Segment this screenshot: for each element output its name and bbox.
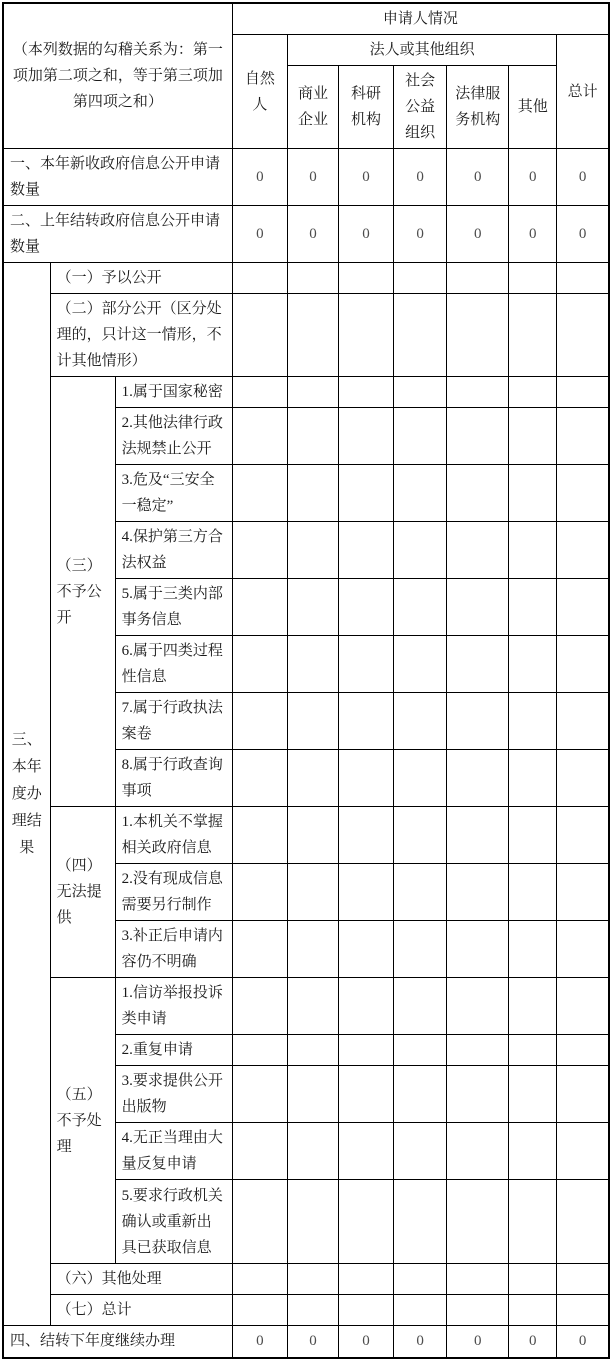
data-cell	[557, 465, 609, 522]
corner-note: （本列数据的勾稽关系为：第一项加第二项之和，等于第三项加第四项之和）	[3, 3, 232, 149]
data-cell	[447, 1066, 509, 1123]
data-cell	[287, 465, 338, 522]
data-cell	[394, 522, 447, 579]
data-cell	[287, 408, 338, 465]
data-cell	[287, 1295, 338, 1326]
data-cell	[339, 1066, 394, 1123]
data-cell: 0	[557, 1326, 609, 1358]
data-cell	[394, 377, 447, 408]
data-cell	[447, 807, 509, 864]
data-cell	[394, 636, 447, 693]
data-cell	[509, 579, 557, 636]
data-cell: 0	[232, 206, 287, 263]
data-cell	[447, 1035, 509, 1066]
data-cell	[232, 579, 287, 636]
group-label-denied	[50, 377, 115, 807]
table-row-other-handling	[3, 1264, 609, 1295]
table-row-carried-over	[3, 206, 609, 263]
data-cell: 0	[557, 206, 609, 263]
data-cell	[287, 921, 338, 978]
applicant-title-cell: 申请人情况	[232, 3, 609, 35]
data-cell	[557, 1180, 609, 1264]
data-cell	[557, 1066, 609, 1123]
data-cell	[447, 579, 509, 636]
data-cell	[232, 408, 287, 465]
data-cell	[447, 522, 509, 579]
data-cell	[557, 1035, 609, 1066]
col-header-other: 其他	[509, 66, 557, 149]
data-cell: 0	[339, 149, 394, 206]
data-cell: 0	[509, 149, 557, 206]
group-label-partial: （二）部分公开（区分处理的，只计这一情形，不计其他情形）	[50, 294, 232, 377]
col-header-total: 总计	[557, 35, 609, 149]
data-cell	[509, 693, 557, 750]
data-cell	[339, 465, 394, 522]
data-cell	[447, 636, 509, 693]
table-row-rejected-item	[3, 978, 609, 1035]
data-cell	[394, 1123, 447, 1180]
data-cell	[557, 978, 609, 1035]
data-cell	[394, 1035, 447, 1066]
col-header-legal-service: 法律服务机构	[447, 66, 509, 149]
data-cell	[287, 522, 338, 579]
data-cell	[339, 377, 394, 408]
data-cell	[232, 294, 287, 377]
table-row-carry-to-next-year	[3, 1326, 609, 1358]
data-cell	[447, 408, 509, 465]
data-cell	[339, 1295, 394, 1326]
data-cell	[394, 693, 447, 750]
data-cell	[509, 1123, 557, 1180]
data-cell: 0	[394, 149, 447, 206]
data-cell	[557, 294, 609, 377]
data-cell	[232, 864, 287, 921]
data-cell	[447, 465, 509, 522]
data-cell	[287, 1035, 338, 1066]
item-label: 1.属于国家秘密	[115, 377, 232, 408]
data-cell: 0	[447, 206, 509, 263]
data-cell: 0	[394, 206, 447, 263]
data-cell	[509, 978, 557, 1035]
data-cell	[447, 1295, 509, 1326]
data-cell	[557, 807, 609, 864]
data-cell	[394, 864, 447, 921]
group-label-unable	[50, 807, 115, 978]
data-cell	[447, 263, 509, 294]
col-header-natural-person: 自然人	[232, 35, 287, 149]
item-label: 2.重复申请	[115, 1035, 232, 1066]
data-cell	[287, 1180, 338, 1264]
data-cell	[509, 465, 557, 522]
data-cell	[557, 750, 609, 807]
data-cell	[287, 1264, 338, 1295]
data-cell	[232, 921, 287, 978]
row-label: 四、结转下年度继续办理	[3, 1326, 232, 1358]
data-cell	[509, 1180, 557, 1264]
item-label: 4.无正当理由大量反复申请	[115, 1123, 232, 1180]
legal-org-title-cell: 法人或其他组织	[287, 35, 556, 66]
data-cell	[232, 693, 287, 750]
data-cell	[509, 294, 557, 377]
item-label: 3.危及“三安全一稳定”	[115, 465, 232, 522]
group-label-other: （六）其他处理	[50, 1264, 232, 1295]
data-cell	[287, 579, 338, 636]
data-cell	[447, 294, 509, 377]
data-cell	[557, 1264, 609, 1295]
data-cell	[557, 693, 609, 750]
table-row-denied-item	[3, 377, 609, 408]
data-cell	[557, 636, 609, 693]
data-cell	[509, 263, 557, 294]
item-label: 5.要求行政机关确认或重新出具已获取信息	[115, 1180, 232, 1264]
col-header-commercial: 商业企业	[287, 66, 338, 149]
data-cell	[287, 1123, 338, 1180]
data-cell	[557, 1295, 609, 1326]
data-cell: 0	[339, 206, 394, 263]
data-cell	[339, 864, 394, 921]
data-cell	[232, 807, 287, 864]
data-cell	[509, 864, 557, 921]
data-cell	[339, 807, 394, 864]
data-cell: 0	[287, 1326, 338, 1358]
data-cell	[509, 921, 557, 978]
data-cell	[287, 294, 338, 377]
data-cell: 0	[394, 1326, 447, 1358]
data-cell	[339, 408, 394, 465]
section3-label-text: 三、本年度办理结果	[11, 731, 42, 856]
data-cell	[509, 408, 557, 465]
data-cell	[232, 750, 287, 807]
data-cell	[287, 978, 338, 1035]
data-cell: 0	[287, 149, 338, 206]
data-cell	[232, 377, 287, 408]
data-cell	[287, 864, 338, 921]
data-cell	[447, 978, 509, 1035]
data-cell	[287, 1066, 338, 1123]
item-label: 1.本机关不掌握相关政府信息	[115, 807, 232, 864]
row-label: 二、上年结转政府信息公开申请数量	[3, 206, 232, 263]
group-label-text: （四）无法提供	[56, 858, 102, 926]
data-cell	[232, 263, 287, 294]
data-cell	[287, 693, 338, 750]
data-cell: 0	[509, 206, 557, 263]
data-cell	[394, 579, 447, 636]
data-cell	[394, 807, 447, 864]
item-label: 6.属于四类过程性信息	[115, 636, 232, 693]
data-cell	[339, 978, 394, 1035]
data-cell	[339, 693, 394, 750]
group-label-granted: （一）予以公开	[50, 263, 232, 294]
data-cell	[509, 750, 557, 807]
data-cell	[509, 1066, 557, 1123]
data-cell	[447, 1123, 509, 1180]
table-row-granted	[3, 263, 609, 294]
data-cell	[394, 750, 447, 807]
item-label: 3.要求提供公开出版物	[115, 1066, 232, 1123]
table-row-subtotal	[3, 1295, 609, 1326]
item-label: 2.没有现成信息需要另行制作	[115, 864, 232, 921]
item-label: 5.属于三类内部事务信息	[115, 579, 232, 636]
data-cell	[394, 408, 447, 465]
data-cell	[232, 636, 287, 693]
data-cell	[509, 636, 557, 693]
data-cell	[339, 1123, 394, 1180]
group-label-text: （五）不予处理	[56, 1086, 102, 1155]
data-cell: 0	[447, 1326, 509, 1358]
data-cell	[232, 1180, 287, 1264]
applications-table	[2, 2, 610, 1359]
data-cell	[394, 921, 447, 978]
data-cell	[394, 1264, 447, 1295]
data-cell	[232, 522, 287, 579]
data-cell	[509, 1035, 557, 1066]
data-cell	[287, 807, 338, 864]
data-cell	[339, 294, 394, 377]
data-cell	[394, 1066, 447, 1123]
group-label-rejected	[50, 978, 115, 1264]
data-cell: 0	[339, 1326, 394, 1358]
data-cell	[447, 921, 509, 978]
data-cell	[509, 1295, 557, 1326]
table-row-unable-item	[3, 807, 609, 864]
data-cell: 0	[509, 1326, 557, 1358]
data-cell	[287, 377, 338, 408]
row-label: 一、本年新收政府信息公开申请数量	[3, 149, 232, 206]
data-cell	[339, 750, 394, 807]
data-cell: 0	[557, 149, 609, 206]
item-label: 1.信访举报投诉类申请	[115, 978, 232, 1035]
data-cell	[509, 1264, 557, 1295]
data-cell	[339, 1180, 394, 1264]
data-cell	[339, 263, 394, 294]
data-cell	[557, 864, 609, 921]
data-cell	[232, 1123, 287, 1180]
data-cell: 0	[287, 206, 338, 263]
data-cell	[232, 978, 287, 1035]
data-cell	[232, 1066, 287, 1123]
data-cell	[287, 263, 338, 294]
item-label: 2.其他法律行政法规禁止公开	[115, 408, 232, 465]
data-cell	[287, 636, 338, 693]
data-cell	[447, 864, 509, 921]
data-cell: 0	[232, 1326, 287, 1358]
data-cell	[509, 807, 557, 864]
data-cell	[287, 750, 338, 807]
table-row-new-applications	[3, 149, 609, 206]
data-cell	[339, 579, 394, 636]
table-row-partially-granted	[3, 294, 609, 377]
col-header-public-welfare: 社会公益组织	[394, 66, 447, 149]
data-cell	[447, 693, 509, 750]
data-cell	[447, 1264, 509, 1295]
data-cell	[232, 465, 287, 522]
group-label-text: （三）不予公开	[56, 557, 102, 626]
data-cell	[394, 465, 447, 522]
data-cell	[557, 377, 609, 408]
data-cell	[447, 750, 509, 807]
data-cell	[447, 1180, 509, 1264]
data-cell	[339, 921, 394, 978]
data-cell	[339, 1264, 394, 1295]
data-cell	[394, 294, 447, 377]
data-cell	[557, 1123, 609, 1180]
data-cell: 0	[447, 149, 509, 206]
item-label: 3.补正后申请内容仍不明确	[115, 921, 232, 978]
data-cell	[232, 1264, 287, 1295]
data-cell	[394, 263, 447, 294]
data-cell	[232, 1035, 287, 1066]
data-cell	[557, 579, 609, 636]
data-cell	[339, 636, 394, 693]
data-cell	[232, 1295, 287, 1326]
data-cell	[394, 978, 447, 1035]
data-cell	[557, 263, 609, 294]
data-cell	[509, 522, 557, 579]
col-header-research: 科研机构	[339, 66, 394, 149]
data-cell	[509, 377, 557, 408]
data-cell	[394, 1180, 447, 1264]
data-cell	[394, 1295, 447, 1326]
data-cell	[557, 522, 609, 579]
item-label: 4.保护第三方合法权益	[115, 522, 232, 579]
data-cell	[339, 522, 394, 579]
data-cell	[447, 377, 509, 408]
data-cell	[339, 1035, 394, 1066]
section3-vertical-label	[3, 263, 50, 1326]
data-cell	[557, 408, 609, 465]
group-label-subtotal: （七）总计	[50, 1295, 232, 1326]
item-label: 8.属于行政查询事项	[115, 750, 232, 807]
item-label: 7.属于行政执法案卷	[115, 693, 232, 750]
data-cell: 0	[232, 149, 287, 206]
header-row-1	[3, 3, 609, 35]
data-cell	[557, 921, 609, 978]
